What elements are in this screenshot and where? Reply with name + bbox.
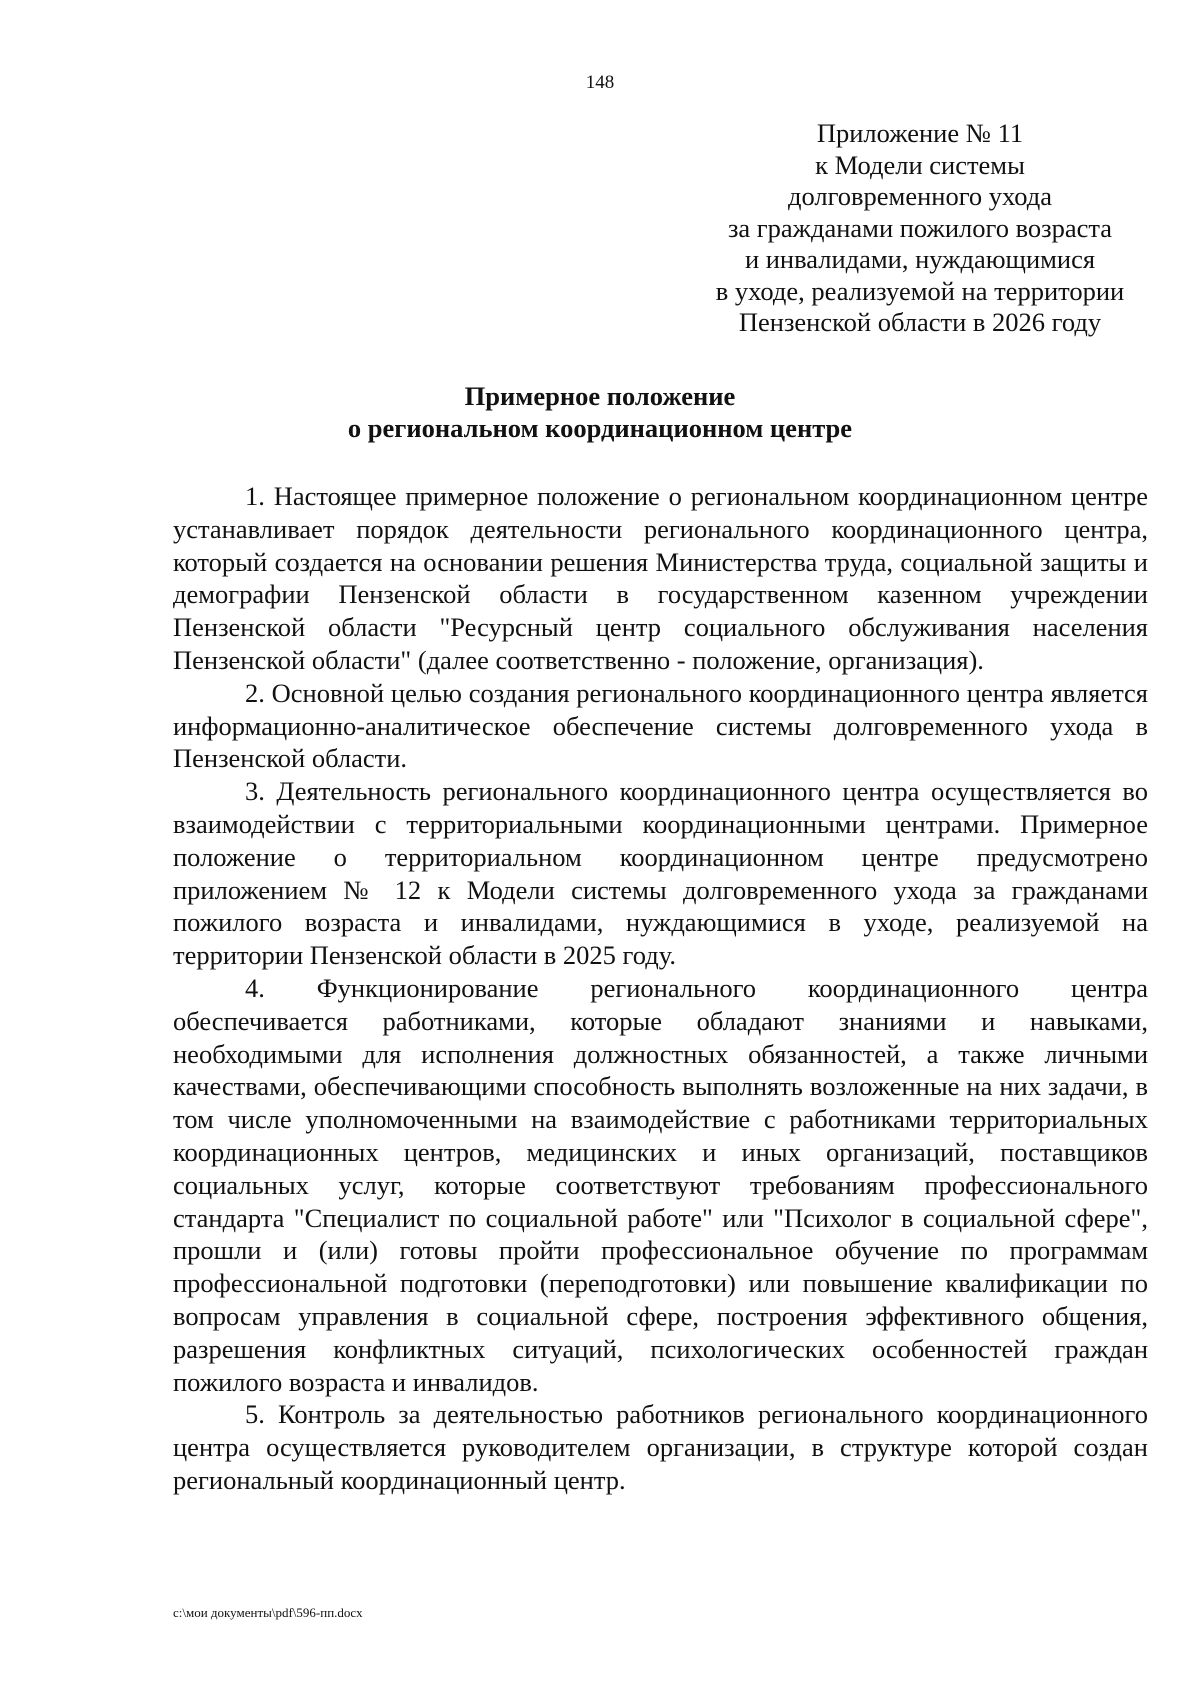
document-body (173, 480, 1148, 1497)
document-title-line: о региональном координационном центре (347, 413, 853, 443)
appendix-line: за гражданами пожилого возраста (727, 212, 1113, 243)
appendix-line: к Модели системы (815, 149, 1025, 180)
appendix-header (700, 118, 1140, 339)
document-title-line: Примерное положение (464, 381, 736, 411)
appendix-line: и инвалидами, нуждающимися (744, 244, 1096, 274)
appendix-line: Приложение № 11 (816, 118, 1024, 148)
paragraph-2: 2. Основной целью создания регионального координационного центра является информационно-аналитическое обеспечение системы долговременного ухода в Пензенской области. (173, 677, 1148, 774)
paragraph-5: 5. Контроль за деятельностью работников регионального координационного центра осуществляется руководителем организации, в структуре которой создан региональный координационный центр. (173, 1399, 1148, 1495)
paragraph-1: 1. Настоящее примерное положение о региональном координационном центре устанавливает порядок деятельности регионального координационного центра, который создается на основании решения Министерства труда, социальной защиты и демографии Пензенской области в государственном казенном учреждении Пензенской области "Ресурсный центр социального обслуживания населения Пензенской области" (далее соответственно - положение, организация). (173, 481, 1148, 675)
appendix-line: долговременного ухода (787, 181, 1053, 211)
paragraph-3: 3. Деятельность регионального координационного центра осуществляется во взаимодействии с территориальными координационными центрами. Примерное положение о территориальном координационном центре предусмотрено приложением № 12 к Модели системы долговременного ухода за гражданами пожилого возраста и инвалидами, нуждающимися в уходе, реализуемой на территории Пензенской области в 2025 году. (173, 776, 1148, 971)
appendix-line: Пензенской области в 2026 году (738, 307, 1102, 337)
appendix-line: в уходе, реализуемой на территории (715, 275, 1125, 306)
document-title (0, 380, 1200, 444)
page-number: 148 (585, 72, 615, 93)
footer-file-path: c:\мои документы\pdf\596-пп.docx (173, 1605, 363, 1620)
paragraph-4: 4. Функционирование регионального координационного центра обеспечивается работниками, которые обладают знаниями и навыками, необходимыми для исполнения должностных обязанностей, а также личными качествами, обеспечивающими способность выполнять возложенные на них задачи, в том числе уполномоченными на взаимодействие с работниками территориальных координационных центров, медицинских и иных организаций, поставщиков социальных услуг, которые соответствуют требованиям профессионального стандарта "Специалист по социальной работе" или "Психолог в социальной сфере", прошли и (или) готовы пройти профессиональное обучение по программам профессиональной подготовки (переподготовки) или повышение квалификации по вопросам управления в социальной сфере, построения эффективного общения, разрешения конфликтных ситуаций, психологических особенностей граждан пожилого возраста и инвалидов. (173, 972, 1148, 1397)
